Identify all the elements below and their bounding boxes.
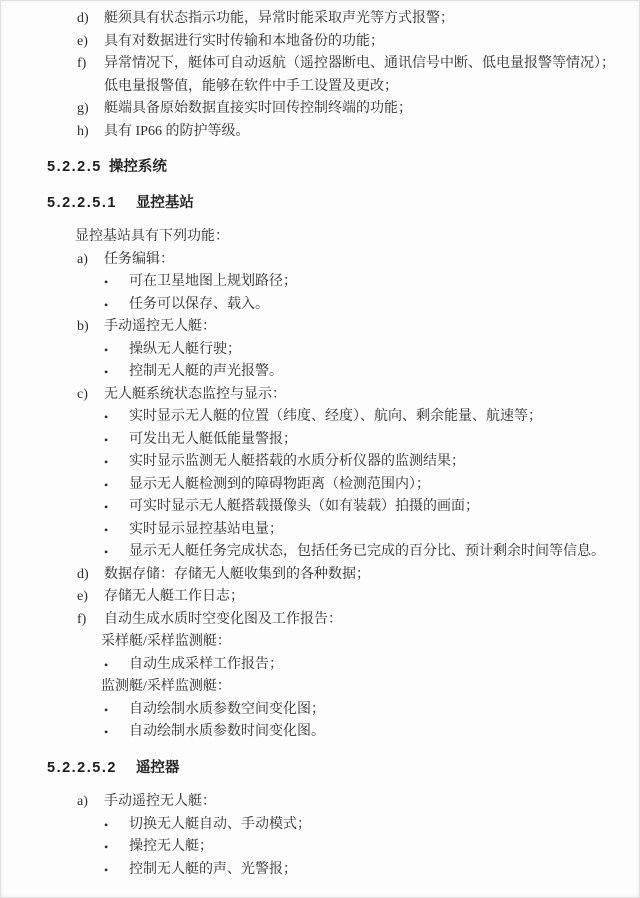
bullet-text: 自动绘制水质参数时间变化图。 bbox=[129, 724, 325, 739]
item-letter: d) bbox=[77, 566, 89, 582]
section-heading bbox=[1, 757, 639, 780]
bullet-icon: • bbox=[104, 275, 109, 289]
bullet-list-item bbox=[1, 814, 639, 837]
bullet-text: 可在卫星地图上规划路径； bbox=[129, 274, 297, 289]
bullet-text: 实时显示显控基站电量； bbox=[129, 521, 283, 537]
bullet-list-item bbox=[1, 294, 639, 317]
lettered-list-item bbox=[1, 609, 639, 632]
item-letter: a) bbox=[77, 794, 88, 809]
item-text: 手动遥控无人艇： bbox=[104, 319, 216, 334]
bullet-icon: • bbox=[104, 702, 109, 717]
bullet-icon: • bbox=[104, 657, 109, 672]
lettered-list-item bbox=[1, 564, 639, 587]
bullet-icon: • bbox=[104, 432, 109, 447]
item-letter: a) bbox=[77, 251, 88, 267]
bullet-text: 自动绘制水质参数空间变化图； bbox=[129, 701, 325, 717]
item-letter: e) bbox=[77, 589, 88, 604]
bullet-text: 任务可以保存、载入。 bbox=[129, 296, 269, 312]
bullet-text: 可实时显示无人艇搭载摄像头（如有装载）拍摄的画面； bbox=[129, 499, 479, 514]
item-text: 艇须具有状态指示功能，异常时能采取声光等方式报警； bbox=[104, 11, 454, 26]
item-letter: c) bbox=[77, 386, 88, 402]
heading-title: 遥控器 bbox=[135, 759, 180, 776]
heading-number: 5.2.2.5 bbox=[47, 159, 102, 175]
bullet-text: 操控无人艇； bbox=[129, 839, 213, 854]
item-letter: f) bbox=[77, 56, 87, 71]
lettered-list-item bbox=[1, 121, 639, 144]
bullet-list-item bbox=[1, 836, 639, 859]
paragraph-line bbox=[1, 226, 639, 249]
bullet-list-item bbox=[1, 519, 639, 542]
bullet-text: 操纵无人艇行驶； bbox=[129, 341, 241, 357]
lettered-list-item bbox=[1, 53, 639, 76]
item-letter: h) bbox=[77, 123, 89, 139]
heading-title: 显控基站 bbox=[135, 194, 194, 211]
bullet-list-item bbox=[1, 339, 639, 362]
item-text: 无人艇系统状态监控与显示： bbox=[104, 386, 286, 402]
bullet-list-item bbox=[1, 361, 639, 384]
sub-label-line bbox=[1, 676, 639, 699]
sub-label-text: 监测艇/采样监测艇： bbox=[101, 679, 231, 694]
item-letter: g) bbox=[77, 101, 89, 116]
bullet-text: 实时显示无人艇的位置（纬度、经度）、航向、剩余能量、航速等； bbox=[129, 409, 542, 424]
bullet-icon: • bbox=[104, 862, 109, 877]
item-letter: b) bbox=[77, 319, 89, 334]
bullet-text: 控制无人艇的声、光警报； bbox=[129, 861, 297, 877]
item-letter: f) bbox=[77, 611, 87, 627]
lettered-list-item bbox=[1, 8, 639, 31]
lettered-list-item bbox=[1, 384, 639, 407]
section-heading bbox=[1, 156, 639, 179]
bullet-icon: • bbox=[104, 725, 109, 739]
item-text: 自动生成水质时空变化图及工作报告： bbox=[104, 611, 342, 627]
item-text: 低电量报警值，能够在软件中手工设置及更改； bbox=[104, 78, 398, 94]
bullet-icon: • bbox=[104, 545, 109, 559]
bullet-list-item bbox=[1, 406, 639, 429]
heading-number: 5.2.2.5.1 bbox=[47, 194, 117, 211]
bullet-list-item bbox=[1, 654, 639, 677]
heading-number: 5.2.2.5.2 bbox=[47, 759, 117, 776]
bullet-list-item bbox=[1, 271, 639, 294]
item-letter: d) bbox=[77, 11, 89, 26]
bullet-text: 显示无人艇检测到的障碍物距离（检测范围内）； bbox=[129, 476, 430, 492]
bullet-text: 可发出无人艇低能量警报； bbox=[129, 431, 297, 447]
section-heading bbox=[1, 192, 639, 215]
bullet-icon: • bbox=[104, 365, 109, 379]
bullet-text: 控制无人艇的声光报警。 bbox=[129, 364, 283, 379]
lettered-list-item bbox=[1, 31, 639, 54]
bullet-list-item bbox=[1, 699, 639, 722]
heading-title: 操控系统 bbox=[108, 159, 167, 175]
lettered-list-item bbox=[1, 791, 639, 814]
bullet-icon: • bbox=[104, 477, 109, 492]
lettered-list-item bbox=[1, 98, 639, 121]
item-text: 艇端具备原始数据直接实时回传控制终端的功能； bbox=[104, 101, 412, 116]
item-text: 手动遥控无人艇： bbox=[104, 794, 216, 809]
lettered-list-item bbox=[1, 586, 639, 609]
bullet-icon: • bbox=[104, 455, 109, 469]
item-text: 任务编辑： bbox=[104, 251, 174, 267]
item-text: 具有对数据进行实时传输和本地备份的功能； bbox=[104, 33, 384, 49]
bullet-icon: • bbox=[104, 840, 109, 854]
bullet-text: 切换无人艇自动、手动模式； bbox=[129, 816, 311, 832]
item-text: 数据存储：存储无人艇收集到的各种数据； bbox=[104, 566, 370, 582]
bullet-icon: • bbox=[104, 342, 109, 357]
bullet-list-item bbox=[1, 541, 639, 564]
continuation-line bbox=[1, 76, 639, 99]
bullet-icon: • bbox=[104, 522, 109, 537]
bullet-list-item bbox=[1, 429, 639, 452]
bullet-list-item bbox=[1, 721, 639, 744]
item-text: 具有 IP66 的防护等级。 bbox=[104, 123, 250, 139]
bullet-list-item bbox=[1, 859, 639, 882]
bullet-icon: • bbox=[104, 297, 109, 312]
lettered-list-item bbox=[1, 316, 639, 339]
sub-label-text: 采样艇/采样监测艇： bbox=[101, 634, 231, 649]
bullet-text: 自动生成采样工作报告； bbox=[129, 656, 283, 672]
item-letter: e) bbox=[77, 33, 88, 49]
sub-label-line bbox=[1, 631, 639, 654]
item-text: 存储无人艇工作日志； bbox=[104, 589, 244, 604]
bullet-text: 实时显示监测无人艇搭载的水质分析仪器的监测结果； bbox=[129, 454, 465, 469]
bullet-text: 显示无人艇任务完成状态，包括任务已完成的百分比、预计剩余时间等信息。 bbox=[129, 544, 605, 559]
bullet-list-item bbox=[1, 451, 639, 474]
lettered-list-item bbox=[1, 249, 639, 272]
bullet-icon: • bbox=[104, 500, 109, 514]
bullet-list-item bbox=[1, 496, 639, 519]
bullet-icon: • bbox=[104, 817, 109, 832]
bullet-icon: • bbox=[104, 410, 109, 424]
paragraph-text: 显控基站具有下列功能： bbox=[75, 229, 229, 244]
item-text: 异常情况下，艇体可自动返航（遥控器断电、通讯信号中断、低电量报警等情况）； bbox=[104, 56, 615, 71]
bullet-list-item bbox=[1, 474, 639, 497]
